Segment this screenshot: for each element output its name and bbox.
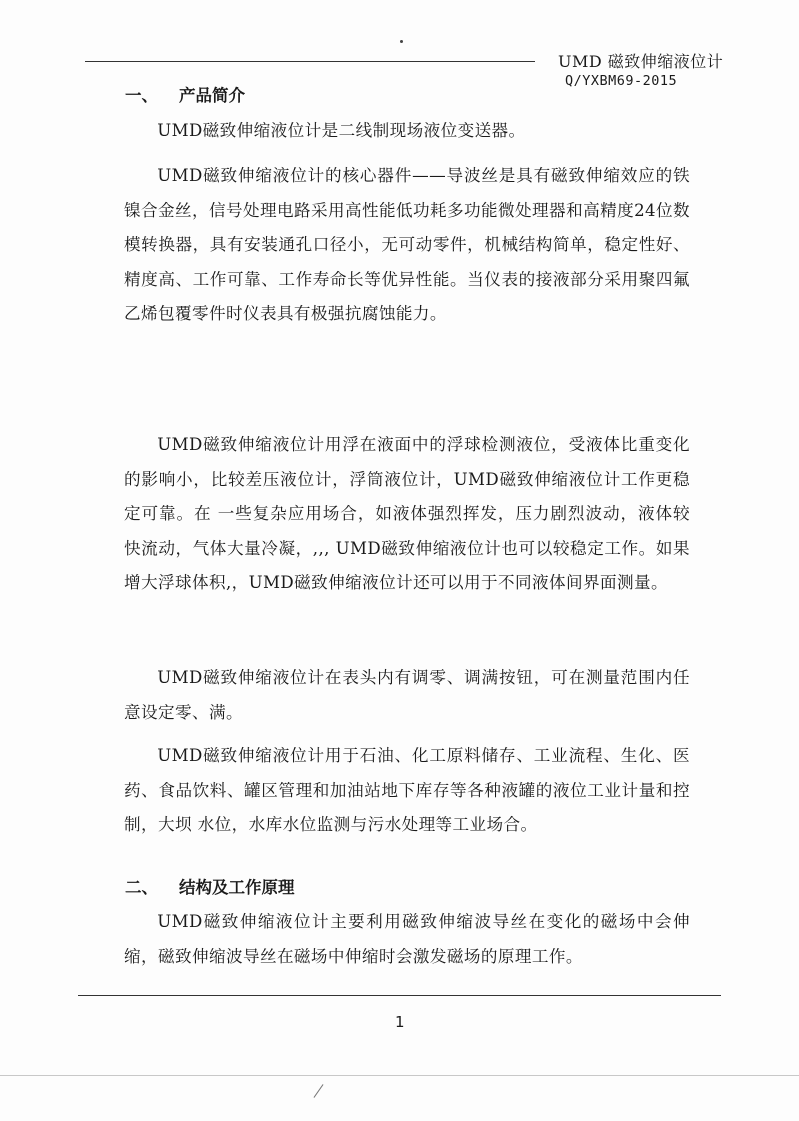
page-number: 1 xyxy=(395,1013,405,1031)
header-rule xyxy=(85,61,535,62)
header-title: UMD 磁致伸缩液位计 xyxy=(558,52,724,71)
header-standard-code: Q/YXBM69-2015 xyxy=(565,73,678,89)
section-number: 一、 xyxy=(125,86,158,105)
section-number: 二、 xyxy=(125,878,158,897)
scan-mark xyxy=(314,1084,324,1098)
section-heading-structure xyxy=(125,874,295,898)
scan-speck xyxy=(400,40,403,43)
paragraph: UMD磁致伸缩液位计的核心器件——导波丝是具有磁致伸缩效应的铁镍合金丝，信号处理电路采用高性能低功耗多功能微处理器和高精度24位数模转换器，具有安装通孔口径小，无可动零件，机械结构简单，稳定性好、精度高、工作可靠、工作寿命长等优异性能。当仪表的接液部分采用聚四氟乙烯包覆零件时仪表具有极强抗腐蚀能力。 xyxy=(124,166,690,323)
section-title: 结构及工作原理 xyxy=(179,878,295,897)
scan-edge-line xyxy=(0,1075,799,1076)
paragraph: UMD磁致伸缩液位计在表头内有调零、调满按钮，可在测量范围内任意设定零、满。 xyxy=(124,668,690,722)
paragraph: UMD磁致伸缩液位计主要利用磁致伸缩波导丝在变化的磁场中会伸缩，磁致伸缩波导丝在磁场中伸缩时会激发磁场的原理工作。 xyxy=(124,912,690,966)
footer-rule xyxy=(78,995,721,996)
paragraph: UMD磁致伸缩液位计用浮在液面中的浮球检测液位，受液体比重变化的影响小，比较差压液位计，浮筒液位计，UMD磁致伸缩液位计工作更稳定可靠。在 一些复杂应用场合，如液体强烈挥发，压力剧烈波动，液体较快流动，气体大量冷凝，,,, UMD磁致伸缩液位计也可以较稳定工作。如果增大浮球体积,，UMD磁致伸缩液位计还可以用于不同液体间界面测量。 xyxy=(124,435,690,592)
section-heading-intro xyxy=(125,82,245,106)
section-title: 产品简介 xyxy=(179,86,245,105)
paragraph: UMD磁致伸缩液位计用于石油、化工原料储存、工业流程、生化、医药、食品饮料、罐区管理和加油站地下库存等各种液罐的液位工业计量和控制，大坝 水位，水库水位监测与污水处理等工业场合。 xyxy=(124,746,690,834)
paragraph: UMD磁致伸缩液位计是二线制现场液位变送器。 xyxy=(157,121,526,140)
